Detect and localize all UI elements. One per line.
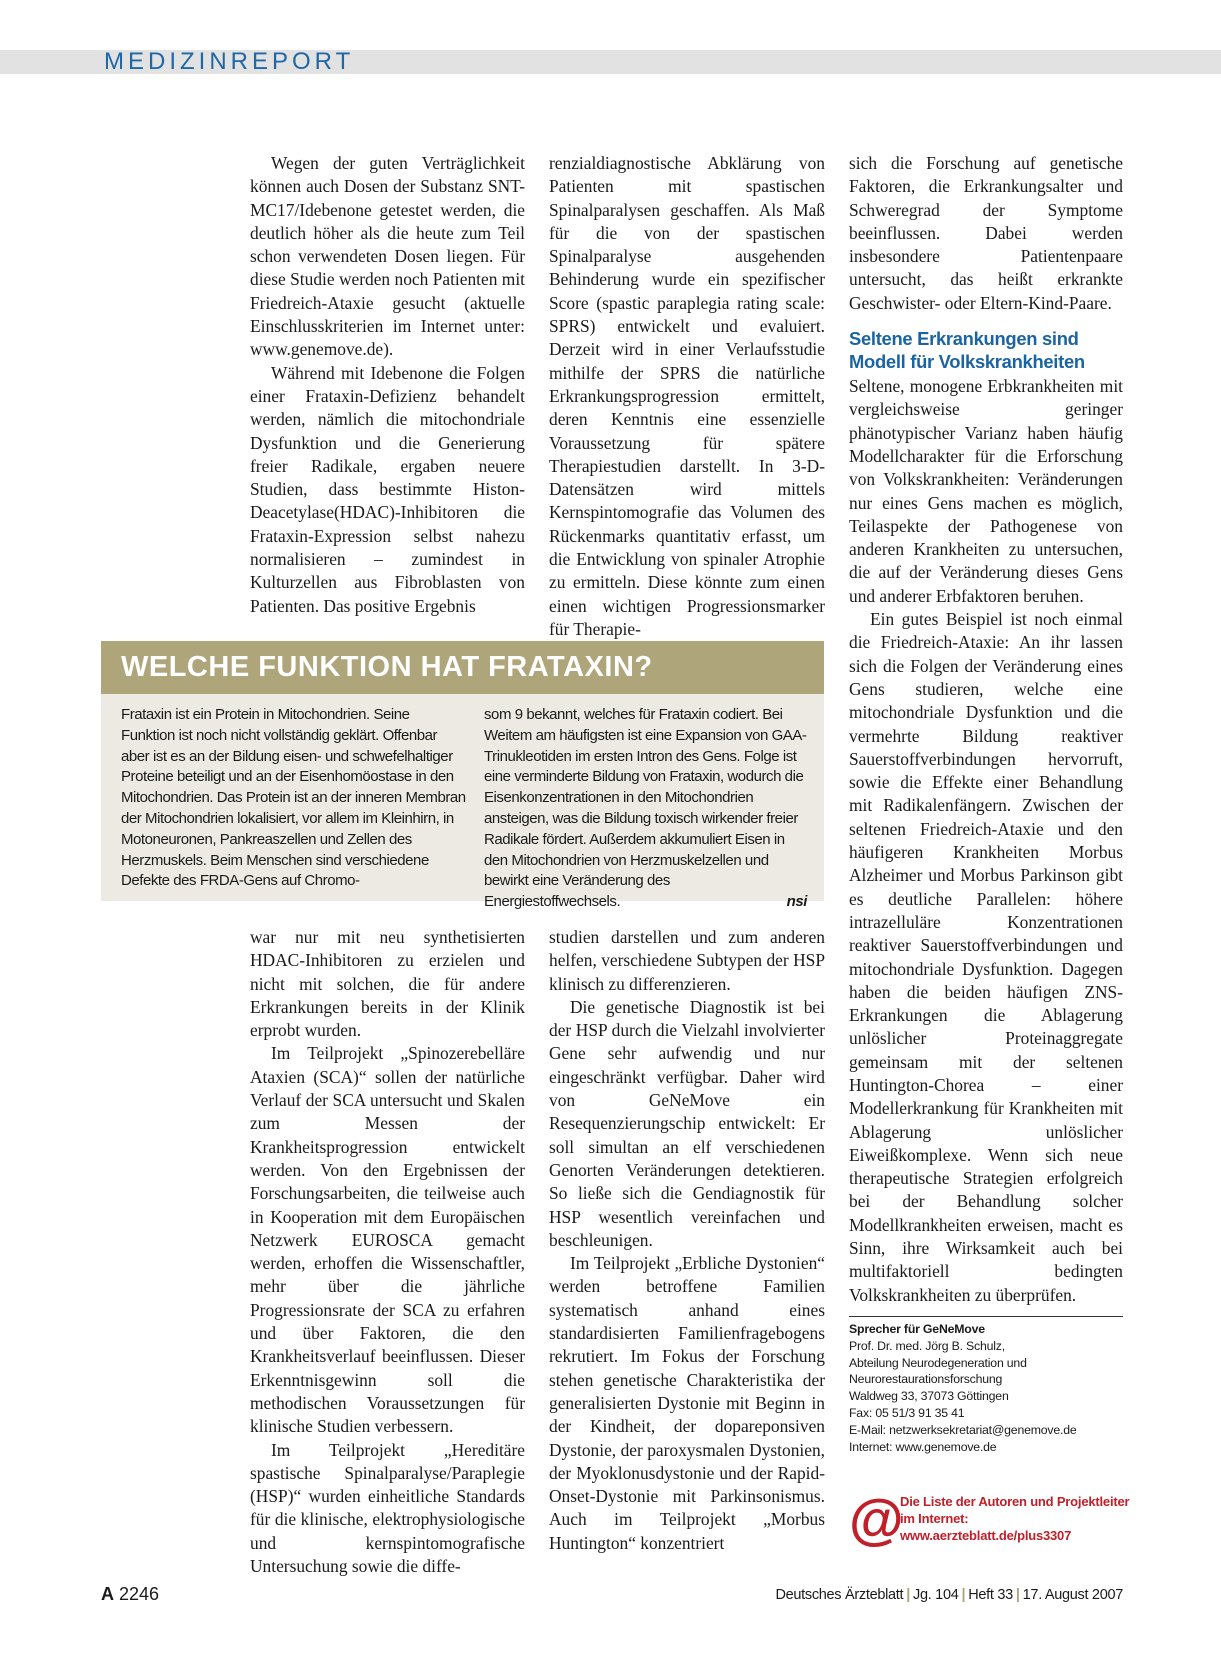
online-note-text[interactable]: Die Liste der Autoren und Projektleiter im Internet: www.aerzteblatt.de/plus3307 [900,1494,1130,1543]
journal-issue: Heft 33 [968,1587,1013,1603]
column-1-top [250,152,525,618]
contact-line: Prof. Dr. med. Jörg B. Schulz, [849,1338,1005,1353]
journal-volume: Jg. 104 [913,1587,959,1603]
paragraph: studien darstellen und zum anderen helfen, verschiedene Subtypen der HSP klinisch zu differenzieren. [549,927,825,994]
page-prefix: A [101,1584,114,1604]
contact-title: Sprecher für GeNeMove [849,1322,985,1336]
contact-website: Internet: www.genemove.de [849,1439,997,1454]
info-box-title: WELCHE FUNKTION HAT FRATAXIN? [121,651,653,683]
column-3 [849,152,1123,1307]
info-box [101,641,824,911]
contact-line: Neurorestaurationsforschung [849,1372,1003,1387]
contact-line: Waldweg 33, 37073 Göttingen [849,1389,1009,1404]
separator: | [961,1587,966,1603]
contact-line: Fax: 05 51/3 91 35 41 [849,1405,965,1420]
page-number-value: 2246 [119,1584,160,1604]
column-2-bottom [549,926,825,1555]
section-label: MEDIZINREPORT [104,48,355,75]
journal-name: Deutsches Ärzteblatt [775,1587,904,1603]
author-signature: nsi [786,893,807,911]
info-box-column-2 [484,705,807,913]
separator: | [906,1587,911,1603]
journal-date: 17. August 2007 [1022,1587,1123,1603]
paragraph: Ein gutes Beispiel ist noch einmal die Friedreich-Ataxie: An ihr lassen sich die Folgen der Veränderung eines Gens studieren, welche eine mitochondriale Dysfunktion und die vermehrte Bildung reaktiver Sauerstoffverbindungen hervorruft, sowie die Effekte einer Behandlung mit Radikalenfängern. Zwischen der seltenen Friedreich-Ataxie und den häufigeren Krankheiten Morbus Alzheimer und Morbus Parkinson gibt es deutliche Parallelen: höhere intrazelluläre Konzentrationen reaktiver Sauerstoffverbindungen und mitochondriale Dysfunktion. Dagegen haben die beiden häufigen ZNS-Erkrankungen die Ablagerung unlöslicher Proteinaggregate gemeinsam mit der seltenen Huntington-Chorea – einer Modellerkrankung für Krankheiten mit Ablagerung unlöslicher Eiweißkomplexe. Wenn sich neue therapeutische Strategien erfolgreich bei der Behandlung solcher Modellkrankheiten erweisen, macht es Sinn, ihre Wirksamkeit auch bei multifaktoriell bedingten Volkskrankheiten zu überprüfen. [849,609,1123,1305]
info-box-titlebar [101,641,824,694]
paragraph: renzialdiagnostische Abklärung von Patienten mit spastischen Spinalparalysen geschaffen. Als Maß für die von der spastischen Spinalparalyse ausgehenden Behinderung wurde ein spezifischer Score (spastic paraplegia rating scale: SPRS) entwickelt und evaluiert. Derzeit wird in einer Verlaufsstudie mithilfe der SPRS die natürliche Erkrankungsprogression ermittelt, deren Kenntnis eine essenzielle Voraussetzung für spätere Therapiestudien darstellt. In 3-D-Datensätzen wird mittels Kernspintomografie das Volumen des Rückenmarks quantitativ erfasst, um die Entwicklung von spinaler Atrophie zu ermitteln. Diese könnte zum einen einen wichtigen Progressionsmarker für Therapie- [549,153,825,639]
column-2-top [549,152,825,641]
paragraph: sich die Forschung auf genetische Faktoren, die Erkrankungsalter und Schweregrad der Symptome beeinflussen. Dabei werden insbesondere Patientenpaare untersucht, das heißt erkrankte Geschwister- oder Eltern-Kind-Paare. [849,153,1123,313]
paragraph: Während mit Idebenone die Folgen einer Frataxin-Defizienz behandelt werden, nämlich die mitochondriale Dysfunktion und die Generierung freier Radikale, ergaben neuere Studien, dass bestimmte Histon-Deacetylase(HDAC)-Inhibitoren die Frataxin-Expression selbst nahezu normalisieren – zumindest in Kulturzellen aus Fibroblasten von Patienten. Das positive Ergebnis [250,362,525,616]
page-number [101,1583,159,1605]
contact-email: E-Mail: netzwerksekretariat@genemove.de [849,1422,1077,1437]
contact-block [849,1316,1123,1455]
contact-line: Abteilung Neurodegeneration und [849,1355,1027,1370]
at-sign-icon: @ [849,1487,904,1550]
paragraph: Im Teilprojekt „Hereditäre spastische Spinalparalyse/Paraplegie (HSP)“ wurden einheitliche Standards für die klinische, elektrophysiologische und kernspintomografische Untersuchung sowie die diffe- [250,1439,525,1577]
subheading: Seltene Erkrankungen sind Modell für Volkskrankheiten [849,328,1085,372]
paragraph: Wegen der guten Verträglichkeit können auch Dosen der Substanz SNT-MC17/Idebenone getestet werden, die deutlich höher als die heute zum Teil schon verwendeten Dosen liegen. Für diese Studie werden noch Patienten mit Friedreich-Ataxie gesucht (aktuelle Einschlusskriterien im Internet unter: www.genemove.de). [250,153,525,360]
paragraph: Seltene, monogene Erbkrankheiten mit vergleichsweise geringer phänotypischer Varianz haben häufig Modellcharakter für die Erforschung von Volkskrankheiten: Veränderungen nur eines Gens machen es möglich, Teilaspekte der Pathogenese von anderen Krankheiten zu untersuchen, die auf der Veränderung dieses Gens und anderer Erbfaktoren beruhen. [849,376,1123,606]
info-box-column-2-text: som 9 bekannt, welches für Frataxin codiert. Bei Weitem am häufigsten ist eine Expansion von GAA-Trinukleotiden im ersten Intron des Gens. Folge ist eine verminderte Bildung von Frataxin, wodurch die Eisenkonzentrationen in den Mitochondrien ansteigen, was die Bildung toxisch wirkender freier Radikale fördert. Außerdem akkumuliert Eisen in den Mitochondrien von Herzmuskelzellen und bewirkt eine Veränderung des Energiestoffwechsels. [484,706,807,911]
paragraph: war nur mit neu synthetisierten HDAC-Inhibitoren zu erzielen und nicht mit solchen, die für andere Erkrankungen bereits in der Klinik erprobt wurden. [250,927,525,1041]
online-note[interactable] [849,1487,1130,1552]
paragraph: Im Teilprojekt „Erbliche Dystonien“ werden betroffene Familien systematisch anhand eines standardisierten Familienfragebogens rekrutiert. Im Fokus der Forschung stehen genetische Charakteristika der generalisierten Dystonie mit Beginn in der Kindheit, der dopareponsiven Dystonie, der paroxysmalen Dystonien, der Myoklonusdystonie und der Rapid-Onset-Dystonie mit Parkinsonismus. Auch im Teilprojekt „Morbus Huntington“ konzentriert [549,1253,825,1553]
paragraph: Die genetische Diagnostik ist bei der HSP durch die Vielzahl involvierter Gene sehr aufwendig und nur eingeschränkt verfügbar. Daher wird von GeNeMove ein Resequenzierungschip entwickelt: Er soll simultan an elf verschiedenen Genorten Veränderungen detektieren. So ließe sich die Gendiagnostik für HSP wesentlich vereinfachen und beschleunigen. [549,996,825,1250]
info-box-column-1: Frataxin ist ein Protein in Mitochondrien. Seine Funktion ist noch nicht vollständig geklärt. Offenbar aber ist es an der Bildung eisen- und schwefelhaltiger Proteine beteiligt und an der Eisenhomöostase in den Mitochondrien. Das Protein ist an der inneren Membran der Mitochondrien lokalisiert, vor allem im Kleinhirn, in Motoneuronen, Pankreaszellen und Zellen des Herzmuskels. Beim Menschen sind verschiedene Defekte des FRDA-Gens auf Chromo- [121,706,466,890]
column-1-bottom [250,926,525,1578]
paragraph: Im Teilprojekt „Spinozerebelläre Ataxien (SCA)“ sollen der natürliche Verlauf der SCA untersucht und Skalen zum Messen der Krankheitsprogression entwickelt werden. Von den Ergebnissen der Forschungsarbeiten, die teilweise auch in Kooperation mit dem Europäischen Netzwerk EUROSCA gemacht werden, erhoffen die Wissenschaftler, mehr über die jährliche Progressionsrate der SCA zu erfahren und über Faktoren, die den Krankheitsverlauf beeinflussen. Dieser Erkenntnisgewinn soll die methodischen Voraussetzungen für klinische Studien verbessern. [250,1043,525,1437]
separator: | [1015,1587,1020,1603]
journal-footer [775,1585,1123,1605]
